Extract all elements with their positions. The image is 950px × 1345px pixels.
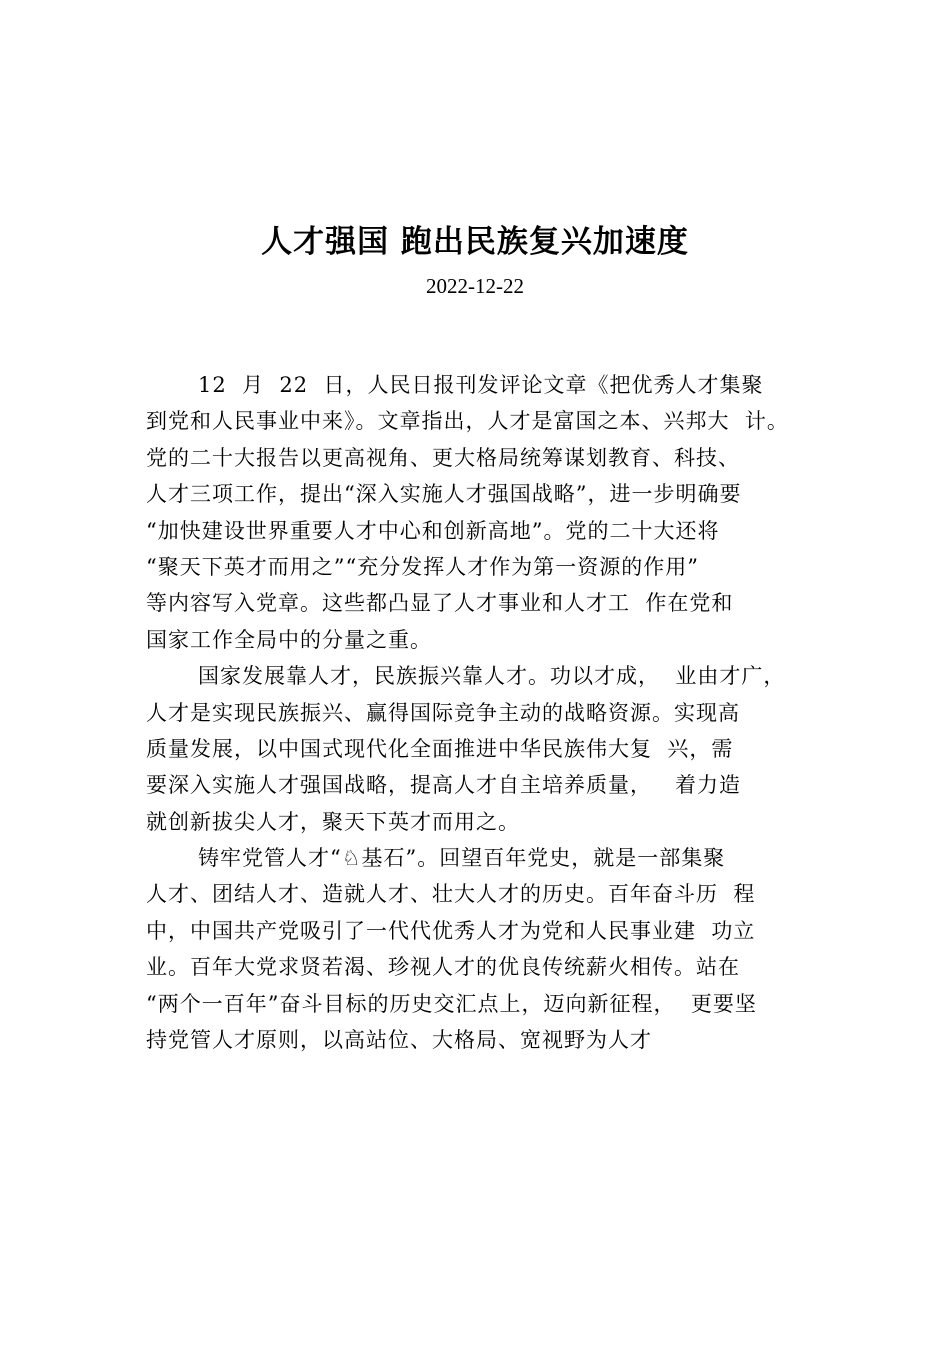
body-line: 等内容写入党章。这些都凸显了人才事业和人才工 作在党和 (146, 591, 734, 616)
body-line: 要深入实施人才强国战略，提高人才自主培养质量， 着力造 (146, 773, 742, 798)
body-line: 党的二十大报告以更高视角、更大格局统筹谋划教育、科技、 (146, 445, 740, 470)
article-body (146, 367, 846, 1058)
body-line: 业。百年大党求贤若渴、珍视人才的优良传统薪火相传。站在 (146, 955, 740, 980)
body-line: 到党和人民事业中来》。文章指出，人才是富国之本、兴邦大 计。 (146, 409, 789, 434)
body-line: “加快建设世界重要人才中心和创新高地”。党的二十大还将 (146, 518, 720, 543)
body-line: 国家发展靠人才，民族振兴靠人才。功以才成， 业由才广， (198, 664, 786, 689)
body-line: 持党管人才原则，以高站位、大格局、宽视野为人才 (146, 1028, 652, 1053)
body-line: 人才三项工作，提出“深入实施人才强国战略”，进一步明确要 (146, 482, 742, 507)
body-line: 12 月 22 日，人民日报刊发评论文章《把优秀人才集聚 (198, 373, 764, 397)
article-date: 2022-12-22 (426, 274, 524, 298)
body-line: 人才、团结人才、造就人才、壮大人才的历史。百年奋斗历 程 (146, 882, 756, 907)
body-line: 人才是实现民族振兴、赢得国际竞争主动的战略资源。实现高 (146, 700, 740, 725)
article-title: 人才强国 跑出民族复兴加速度 (261, 224, 689, 260)
body-line: 质量发展，以中国式现代化全面推进中华民族伟大复 兴，需 (146, 736, 734, 761)
body-line: 国家工作全局中的分量之重。 (146, 627, 432, 652)
body-line: 中，中国共产党吸引了一代代优秀人才为党和人民事业建 功立 (146, 918, 756, 943)
body-line: 就创新拔尖人才，聚天下英才而用之。 (146, 809, 520, 834)
body-line: 铸牢党管人才“♘基石”。回望百年党史，就是一部集聚 (198, 846, 726, 871)
body-line: “两个一百年”奋斗目标的历史交汇点上，迈向新征程， 更要坚 (146, 991, 757, 1016)
body-line: “聚天下英才而用之”“充分发挥人才作为第一资源的作用” (146, 554, 699, 579)
